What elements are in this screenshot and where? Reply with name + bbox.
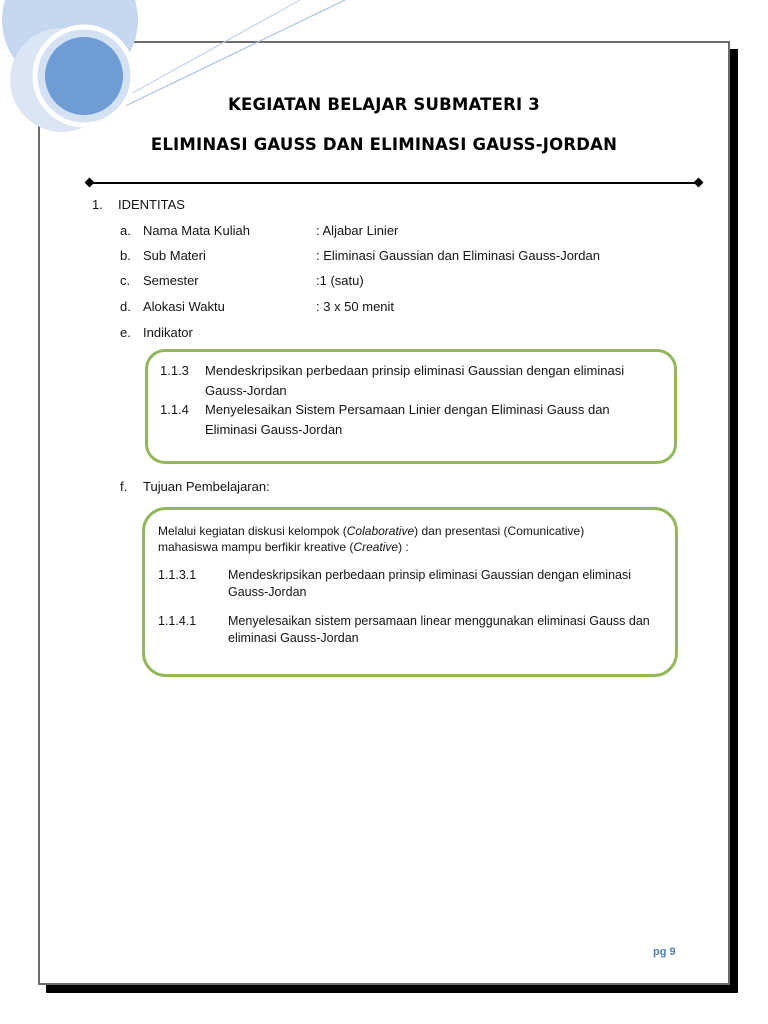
item-text: Menyelesaikan Sistem Persamaan Linier dengan Eliminasi Gauss dan Eliminasi Gauss-Jordan xyxy=(205,402,610,437)
row-label: Sub Materi xyxy=(143,248,206,263)
row-label: Semester xyxy=(143,273,199,288)
row-label: Indikator xyxy=(143,325,193,340)
item-text: Mendeskripsikan perbedaan prinsip eliminasi Gaussian dengan eliminasi Gauss-Jordan xyxy=(228,568,632,599)
list-item xyxy=(160,361,665,400)
row-value: :1 (satu) xyxy=(316,273,364,288)
intro-text: ) dan presentasi (Comunicative) mahasiswa mampu berfikir kreative ( xyxy=(158,524,585,554)
section-heading-identitas xyxy=(0,197,768,213)
section-title: IDENTITAS xyxy=(118,197,185,212)
item-number: 1.1.3 xyxy=(160,363,189,378)
row-label: Nama Mata Kuliah xyxy=(143,223,250,238)
row-letter: f. xyxy=(120,479,128,494)
page-title-line-2: ELIMINASI GAUSS DAN ELIMINASI GAUSS-JORDAN xyxy=(150,135,618,154)
row-letter: c. xyxy=(120,273,131,288)
intro-emphasis: Colaborative xyxy=(346,524,415,538)
tujuan-intro xyxy=(158,523,643,555)
list-item xyxy=(160,400,665,439)
page-title-line-1: KEGIATAN BELAJAR SUBMATERI 3 xyxy=(228,95,540,114)
list-item xyxy=(158,567,658,601)
identitas-row-mata-kuliah xyxy=(0,223,768,239)
item-number: 1.1.3.1 xyxy=(158,568,197,582)
row-letter: a. xyxy=(120,223,131,238)
page-number: pg 9 xyxy=(653,946,676,958)
row-letter: e. xyxy=(120,325,131,340)
intro-emphasis: Creative xyxy=(353,540,399,554)
row-letter: d. xyxy=(120,299,131,314)
intro-text: Melalui kegiatan diskusi kelompok ( xyxy=(158,524,347,538)
item-number: 1.1.4.1 xyxy=(158,614,197,628)
item-text: Mendeskripsikan perbedaan prinsip eliminasi Gaussian dengan eliminasi Gauss-Jordan xyxy=(205,363,625,398)
row-label: Tujuan Pembelajaran: xyxy=(143,479,270,494)
row-value: : Aljabar Linier xyxy=(316,223,399,238)
tujuan-box xyxy=(142,507,678,677)
list-item xyxy=(158,613,658,647)
row-value: : 3 x 50 menit xyxy=(316,299,395,314)
row-letter: b. xyxy=(120,248,131,263)
indikator-box xyxy=(145,349,677,464)
indikator-list xyxy=(160,361,665,439)
section-number: 1. xyxy=(92,197,103,212)
identitas-row-semester xyxy=(0,273,768,289)
item-text: Menyelesaikan sistem persamaan linear menggunakan eliminasi Gauss dan eliminasi Gauss-Jordan xyxy=(228,614,650,645)
row-value: : Eliminasi Gaussian dan Eliminasi Gauss-Jordan xyxy=(316,248,600,263)
identitas-row-sub-materi xyxy=(0,248,768,264)
row-label: Alokasi Waktu xyxy=(143,299,225,314)
tujuan-list xyxy=(158,567,658,659)
tujuan-heading-row xyxy=(0,479,768,495)
intro-text: ) : xyxy=(398,540,409,554)
identitas-row-alokasi-waktu xyxy=(0,299,768,315)
decorative-circles-graphic xyxy=(0,0,350,140)
item-number: 1.1.4 xyxy=(160,402,189,417)
identitas-row-indikator xyxy=(0,325,768,341)
divider-rule xyxy=(90,182,698,184)
